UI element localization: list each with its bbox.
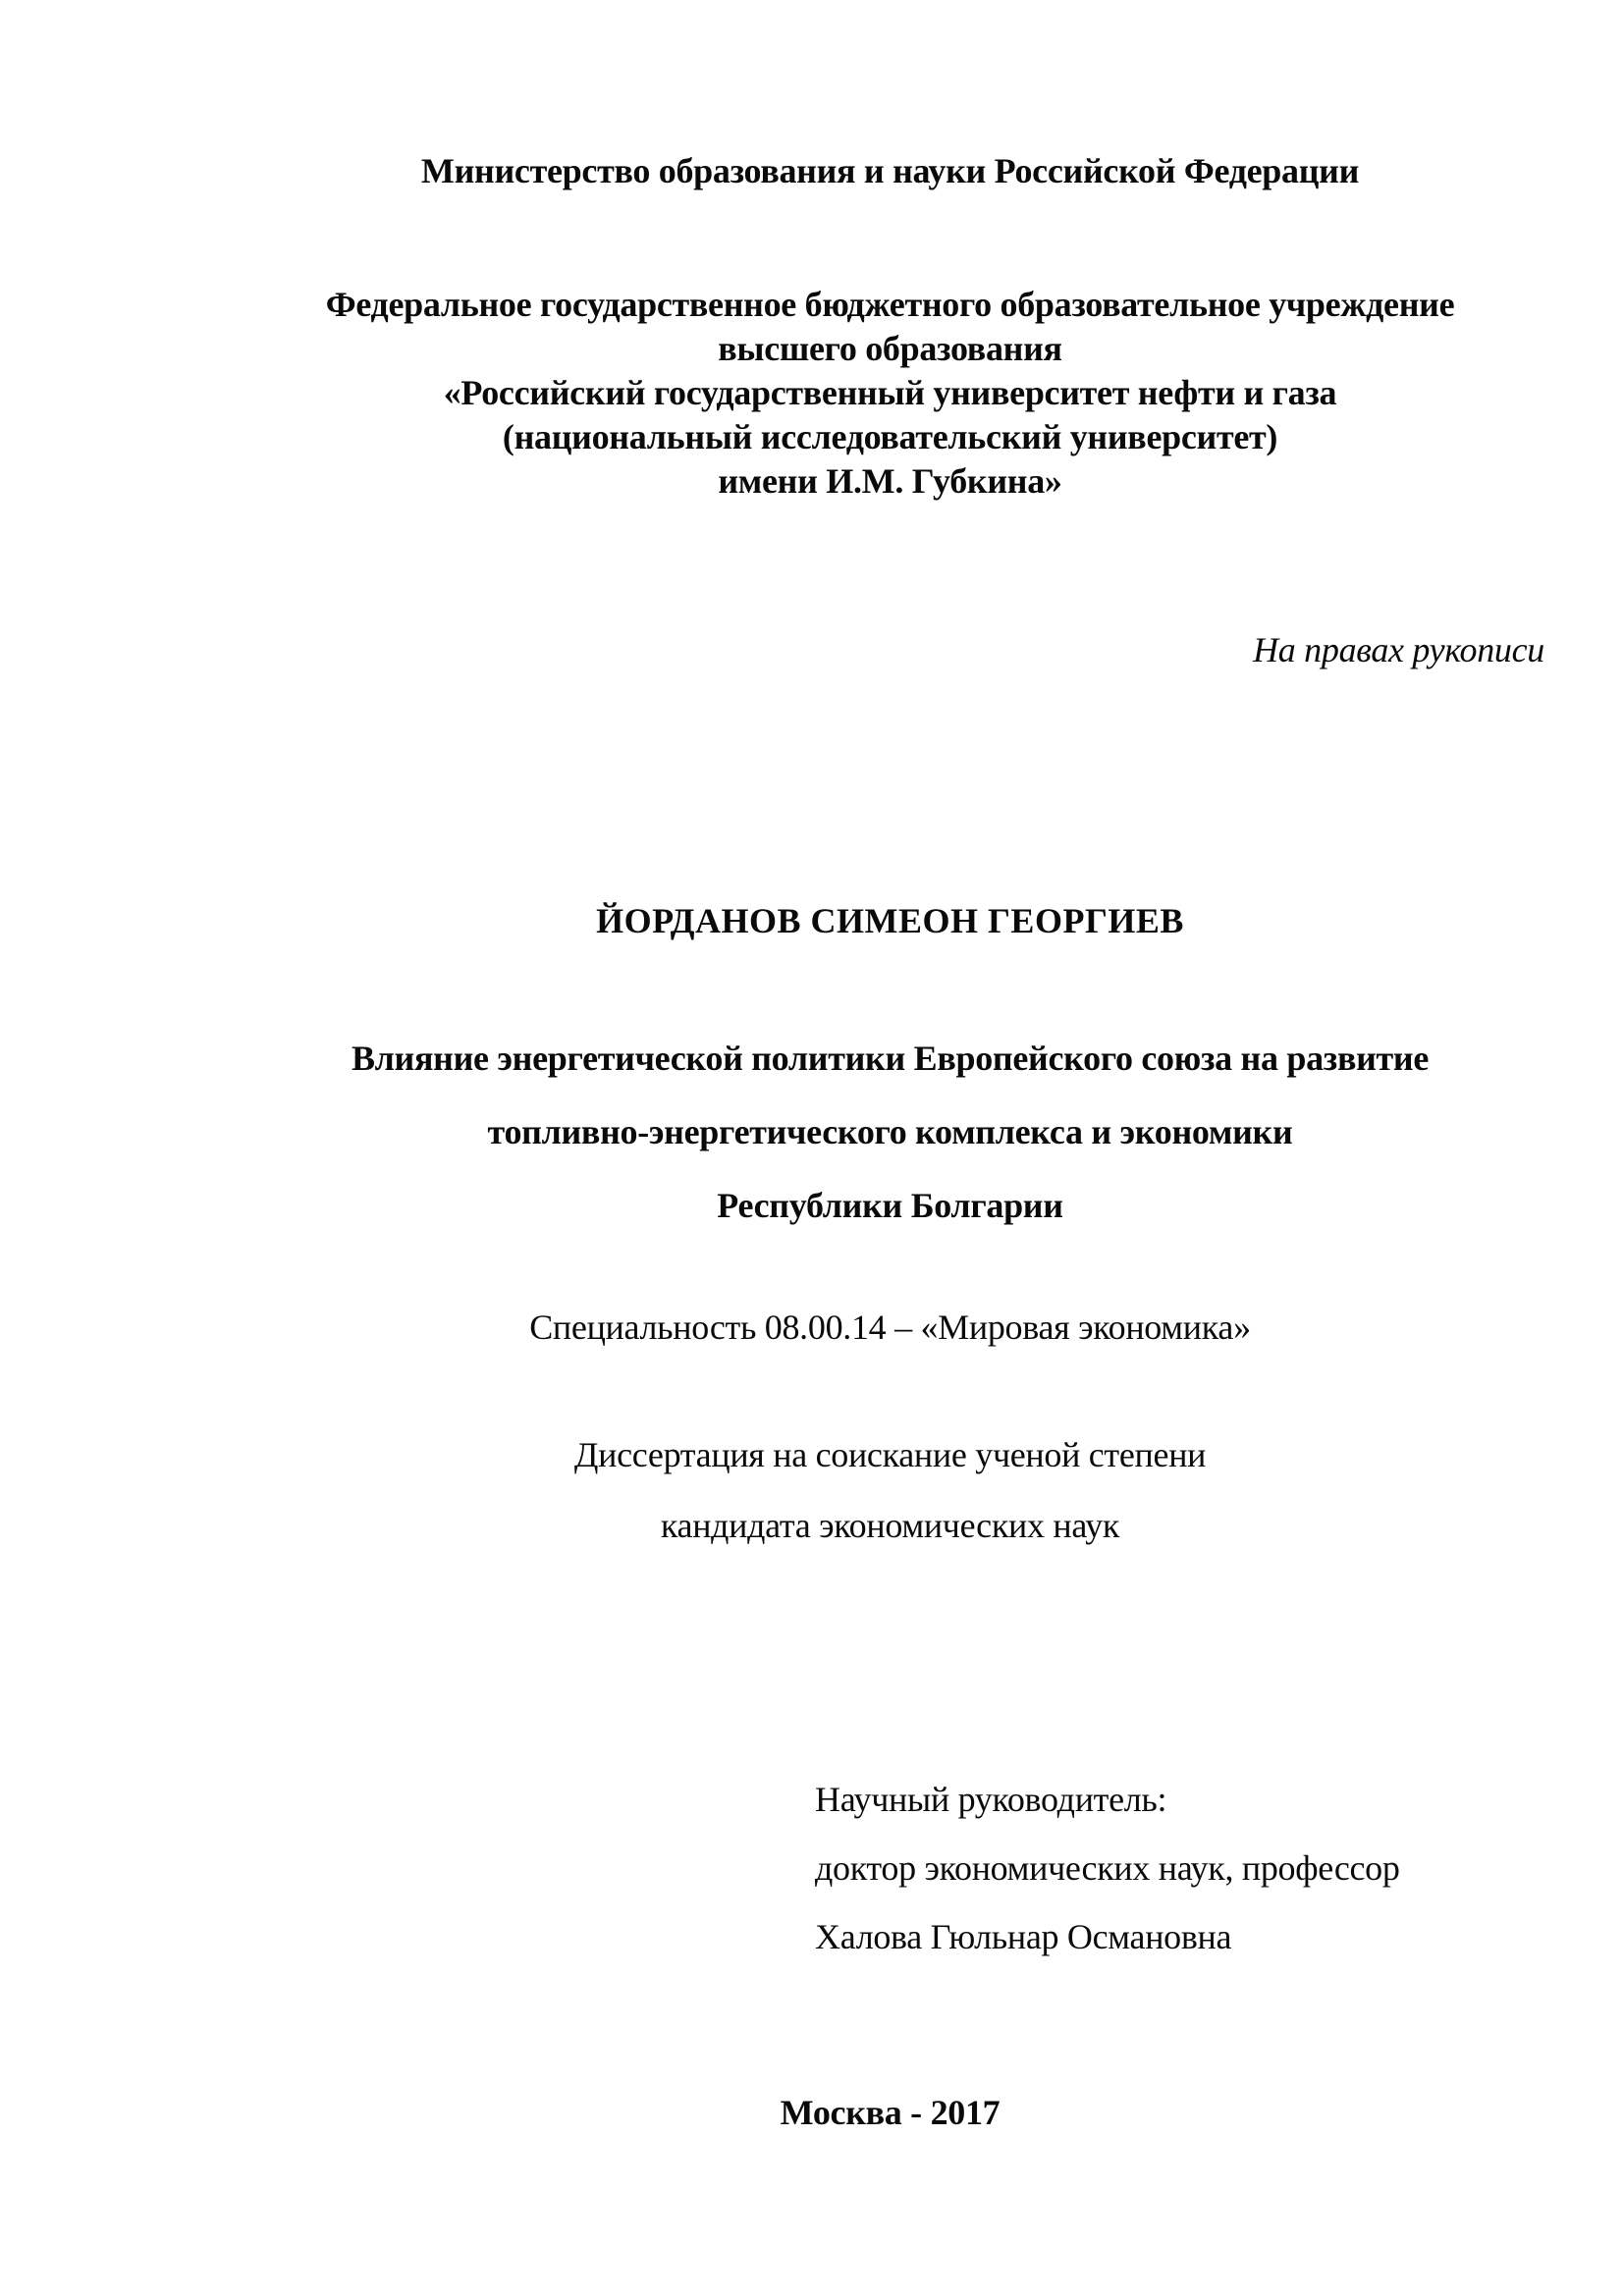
- author-name: ЙОРДАНОВ СИМЕОН ГЕОРГИЕВ: [596, 901, 1184, 940]
- ministry-line: Министерство образования и науки Российской Федерации: [420, 151, 1360, 190]
- city-year-line: Москва - 2017: [780, 2093, 1001, 2132]
- dissertation-degree-line-2: кандидата экономических наук: [660, 1506, 1120, 1545]
- title-line-2: топливно-энергетического комплекса и экономики: [487, 1112, 1293, 1151]
- institution-block: [236, 283, 1544, 504]
- specialty-line: Специальность 08.00.14 – «Мировая экономика»: [529, 1308, 1251, 1347]
- supervisor-label: Научный руководитель:: [815, 1780, 1167, 1819]
- dissertation-title: [236, 1022, 1544, 1243]
- institution-line-5: имени И.М. Губкина»: [718, 461, 1062, 501]
- institution-line-2: высшего образования: [718, 329, 1062, 368]
- institution-line-3: «Российский государственный университет нефти и газа: [443, 373, 1337, 412]
- supervisor-name: Халова Гюльнар Османовна: [815, 1917, 1232, 1956]
- institution-line-1: Федеральное государственное бюджетного образовательное учреждение: [325, 285, 1455, 324]
- dissertation-degree-line-1: Диссертация на соискание ученой степени: [573, 1435, 1207, 1474]
- supervisor-block: [815, 1765, 1443, 1971]
- title-line-1: Влияние энергетической политики Европейского союза на развитие: [351, 1039, 1430, 1078]
- supervisor-degree: доктор экономических наук, профессор: [815, 1848, 1400, 1888]
- manuscript-rights-note: На правах рукописи: [1253, 630, 1544, 669]
- institution-line-4: (национальный исследовательский университет): [502, 417, 1278, 456]
- title-line-3: Республики Болгарии: [717, 1186, 1063, 1225]
